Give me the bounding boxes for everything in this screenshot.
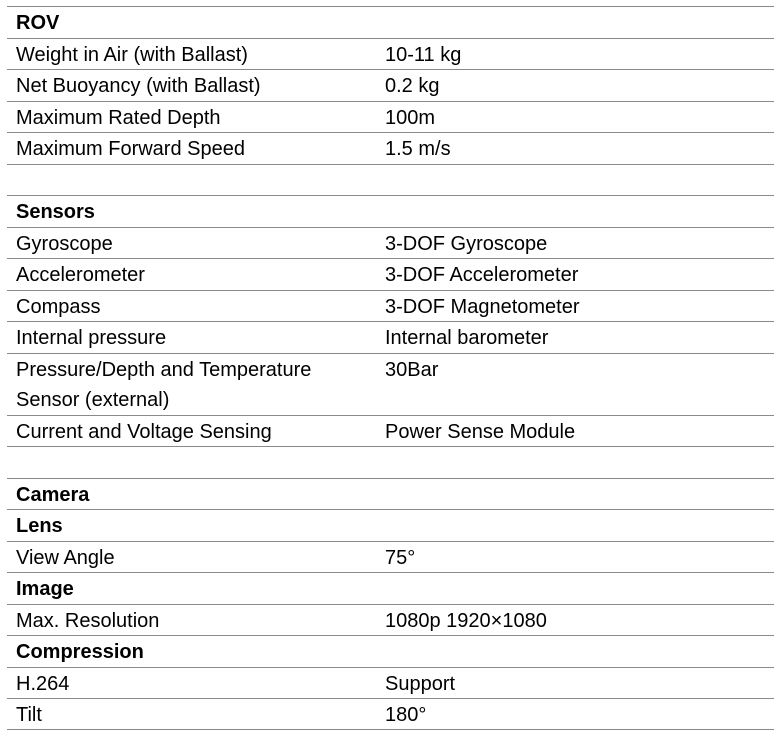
spec-value: 3-DOF Magnetometer [385, 295, 580, 318]
spec-label: View Angle [16, 546, 115, 569]
section-title: Sensors [16, 201, 95, 223]
spec-row [7, 667, 774, 699]
spec-value: 0.2 kg [385, 75, 440, 97]
section-header-camera [7, 478, 774, 510]
section-header-sensors [7, 195, 774, 227]
spec-label: Max. Resolution [16, 609, 160, 632]
spec-row [7, 541, 774, 573]
spec-label: Accelerometer [16, 264, 145, 286]
spec-value: 1.5 m/s [385, 138, 451, 160]
subsection-header-compression [7, 635, 774, 667]
spec-label: Gyroscope [16, 232, 113, 255]
spec-row [7, 258, 774, 290]
spec-label: Pressure/Depth and Temperature Sensor (external) [16, 358, 312, 411]
spec-value: Power Sense Module [385, 420, 576, 443]
spec-table [7, 6, 774, 730]
spec-row [7, 321, 774, 353]
spec-value: 100m [385, 106, 436, 129]
section-title: Camera [16, 483, 90, 506]
spec-value: 75° [385, 546, 416, 569]
subsection-title: Compression [16, 641, 144, 663]
spec-value: 3-DOF Gyroscope [385, 232, 548, 255]
spacer-row [7, 446, 774, 478]
spec-label: Net Buoyancy (with Ballast) [16, 75, 261, 97]
spec-value: Support [385, 672, 456, 695]
spec-label: Maximum Rated Depth [16, 106, 221, 129]
spec-row [7, 227, 774, 259]
spec-row [7, 415, 774, 447]
spec-value: 180° [385, 704, 427, 726]
spec-row [7, 101, 774, 133]
spec-row [7, 353, 774, 415]
spec-value: 3-DOF Accelerometer [385, 264, 579, 286]
spec-row [7, 69, 774, 101]
spec-label: Internal pressure [16, 327, 167, 349]
section-header-rov [7, 6, 774, 38]
subsection-header-lens [7, 509, 774, 541]
spec-value: 30Bar [385, 358, 439, 381]
spec-value: Internal barometer [385, 327, 549, 349]
spec-label: Current and Voltage Sensing [16, 420, 272, 443]
spec-label: Compass [16, 295, 101, 318]
spacer-row [7, 164, 774, 196]
spec-label: H.264 [16, 672, 70, 695]
spec-row [7, 290, 774, 322]
spec-value: 10-11 kg [385, 43, 462, 66]
subsection-title: Lens [16, 515, 63, 537]
spec-row [7, 604, 774, 636]
spec-row [7, 38, 774, 70]
spec-row [7, 132, 774, 164]
spec-row [7, 698, 774, 730]
spec-label: Tilt [16, 704, 42, 726]
section-title: ROV [16, 12, 60, 34]
subsection-header-image [7, 572, 774, 604]
spec-label: Maximum Forward Speed [16, 138, 245, 160]
spec-label: Weight in Air (with Ballast) [16, 43, 248, 66]
subsection-title: Image [16, 578, 74, 600]
spec-value: 1080p 1920×1080 [385, 609, 547, 632]
